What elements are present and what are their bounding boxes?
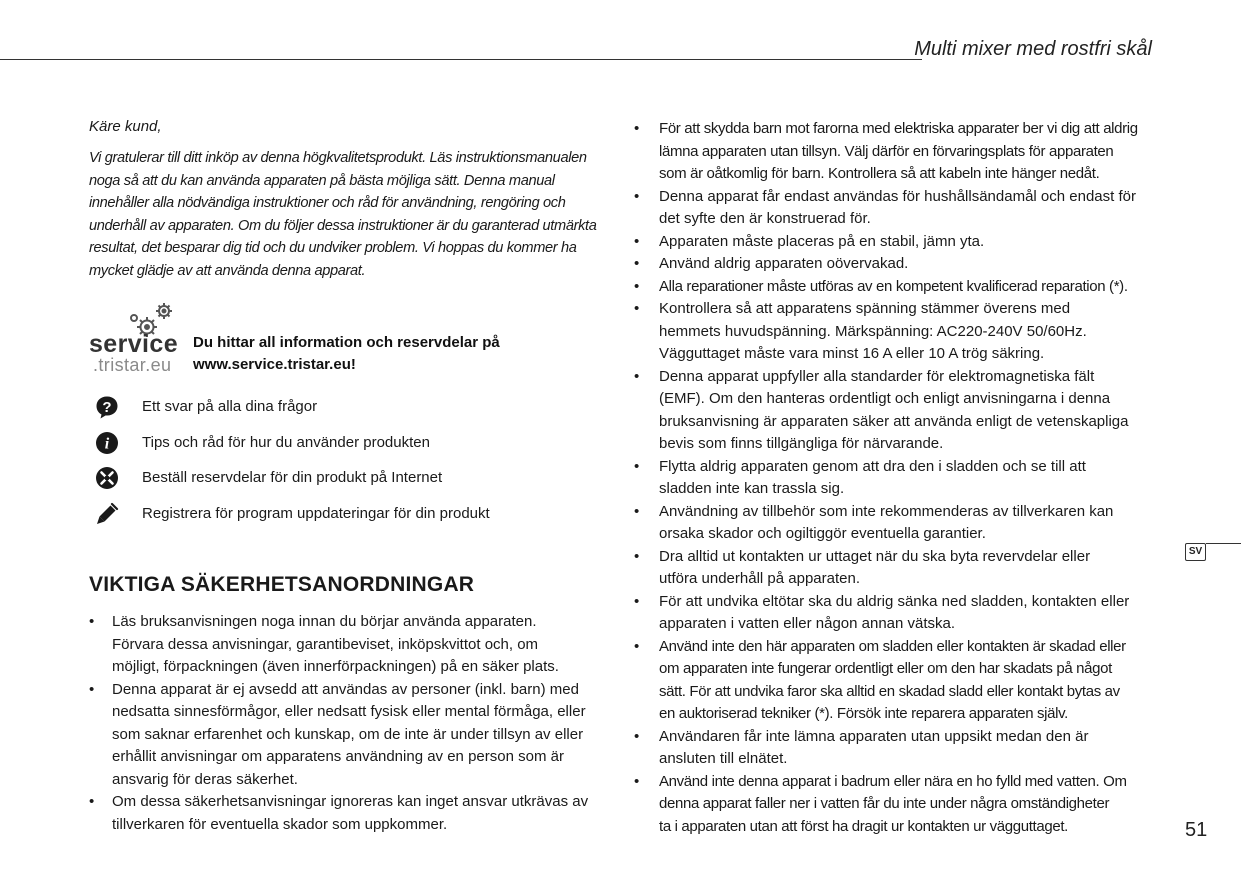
document-title: Multi mixer med rostfri skål [914, 38, 1152, 60]
list-line: denna apparat faller ner i vatten får du inte under några omständigheter [659, 795, 1110, 812]
list-line: Dra alltid ut kontakten ur uttaget när du ska byta revervdelar eller [659, 547, 1091, 565]
feature-label: Ett svar på alla dina frågor [142, 398, 318, 415]
list-line: Förvara dessa anvisningar, garantibeviset, inköpskvittot och, om [112, 635, 539, 653]
intro-line: innehåller alla nödvändiga instruktioner och råd för användning, rengöring och [89, 195, 566, 211]
list-line: ta i apparaten utan att först ha dragit ur kontakten ur vägguttaget. [659, 817, 1068, 835]
intro-line: resultat, det besparar dig tid och du undviker problem. Vi hoppas du kommer ha [89, 240, 577, 256]
list-item [634, 501, 1158, 546]
list-line: bruksanvisning är apparaten säker att använda enligt de vetenskapliga [659, 412, 1129, 430]
list-line: Användaren får inte lämna apparaten utan uppsikt medan den är [659, 727, 1089, 745]
pen-icon [95, 502, 119, 526]
intro-line: noga så att du kan använda apparaten på bästa möjliga sätt. Denna manual [89, 172, 555, 189]
list-line: utföra underhåll på apparaten. [659, 570, 860, 587]
service-tristar-logo [89, 300, 189, 376]
list-line: Apparaten måste placeras på en stabil, jämn yta. [659, 232, 985, 250]
list-line: För att undvika eltötar ska du aldrig sänka ned sladden, kontakten eller [659, 592, 1130, 610]
list-line: Flytta aldrig apparaten genom att dra den i sladden och se till att [659, 457, 1086, 475]
list-item [634, 591, 1158, 636]
feature-item [89, 429, 609, 465]
list-line: Läs bruksanvisningen noga innan du börjar använda apparaten. [112, 613, 537, 630]
list-item [634, 636, 1158, 726]
list-line: tillverkaren för eventuella skador som uppkommer. [112, 815, 448, 833]
list-item [634, 298, 1158, 366]
feature-label: Registrera för program uppdateringar för din produkt [142, 504, 490, 522]
list-line: sätt. För att undvika faror ska alltid en skadad sladd eller kontakt bytas av [659, 682, 1120, 700]
list-item [89, 679, 613, 792]
list-item [634, 456, 1158, 501]
list-line: Vägguttaget måste vara minst 16 A eller 10 A trög säkring. [659, 345, 1045, 362]
list-line: som är oåtkomlig för barn. Kontrollera så att kabeln inte hänger nedåt. [659, 165, 1100, 182]
logo-word: service [89, 330, 178, 358]
service-info [193, 332, 500, 376]
page-number: 51 [1185, 819, 1208, 841]
list-line: Användning av tillbehör som inte rekommenderas av tillverkaren kan [659, 502, 1114, 520]
list-line: Använd inte denna apparat i badrum eller nära en ho fylld med vatten. Om [659, 772, 1127, 790]
list-line: Använd inte den här apparaten om sladden eller kontakten är skadad eller [659, 637, 1126, 655]
tools-icon [95, 466, 119, 490]
list-line: möjligt, förpackningen (även innerförpackningen) på en säker plats. [112, 658, 559, 675]
intro-line: Vi gratulerar till ditt inköp av denna högkvalitetsprodukt. Läs instruktionsmanualen [89, 150, 587, 166]
list-line: hemmets huvudspänning. Märkspänning: AC220-240V 50/60Hz. [659, 322, 1087, 340]
question-icon [95, 395, 119, 419]
header-rule [0, 59, 922, 60]
greeting: Käre kund, [89, 118, 162, 135]
svg-text:?: ? [102, 398, 112, 416]
list-line: nedsatta sinnesförmågor, eller nedsatt fysisk eller mental förmåga, eller [112, 703, 586, 720]
language-tab: SV [1185, 543, 1206, 561]
list-item [634, 186, 1158, 231]
list-line: apparaten i vatten eller någon annan vätska. [659, 615, 956, 632]
list-line: Kontrollera så att apparatens spänning stämmer överens med [659, 300, 1071, 317]
logo-domain: .tristar.eu [93, 355, 172, 375]
list-line: ansluten till elnätet. [659, 750, 788, 767]
list-item [634, 546, 1158, 591]
feature-item [89, 500, 609, 536]
list-line: Alla reparationer måste utföras av en kompetent kvalificerad reparation (*). [659, 277, 1128, 295]
list-item [89, 791, 613, 836]
intro-line: mycket glädje av att använda denna apparat. [89, 262, 366, 279]
feature-label: Tips och råd för hur du använder produkten [142, 433, 430, 451]
list-line: För att skydda barn mot farorna med elektriska apparater ber vi dig att aldrig [659, 120, 1138, 137]
feature-label: Beställ reservdelar för din produkt på Internet [142, 469, 443, 486]
safety-list-right [634, 118, 1158, 838]
list-item [89, 611, 613, 679]
feature-item [89, 393, 609, 429]
list-item [634, 726, 1158, 771]
safety-list-left [89, 611, 613, 836]
language-tab-rule [1206, 543, 1241, 544]
service-url: www.service.tristar.eu! [193, 356, 356, 373]
intro-paragraph [89, 147, 609, 282]
list-line: (EMF). Om den hanteras ordentligt och enligt anvisningarna i denna [659, 390, 1111, 407]
list-line: Denna apparat är ej avsedd att användas av personer (inkl. barn) med [112, 680, 579, 698]
list-line: ansvarig för deras säkerhet. [112, 770, 298, 788]
list-line: orsaka skador och ogiltiggör eventuella garantier. [659, 525, 986, 542]
feature-item [89, 464, 609, 500]
list-item [634, 231, 1158, 254]
info-icon [95, 431, 119, 455]
feature-list [89, 393, 609, 535]
list-line: som saknar erfarenhet och kunskap, om de inte är under tillsyn av eller [112, 725, 584, 743]
list-item [634, 366, 1158, 456]
list-line: det syfte den är konstruerad för. [659, 210, 871, 227]
list-item [634, 253, 1158, 276]
section-title: VIKTIGA SÄKERHETSANORDNINGAR [89, 573, 475, 596]
list-line: Använd aldrig apparaten oövervakad. [659, 255, 909, 272]
list-line: sladden inte kan trassla sig. [659, 480, 845, 497]
list-item [634, 276, 1158, 299]
list-item [634, 118, 1158, 186]
intro-line: underhåll av apparaten. Om du följer dessa instruktioner är du garanterad utmärkta [89, 217, 597, 234]
intro-section [89, 118, 609, 282]
list-line: en auktoriserad tekniker (*). Försök inte reparera apparaten själv. [659, 705, 1068, 722]
list-line: om apparaten inte fungerar ordentligt eller om den har skadats på något [659, 660, 1112, 677]
list-item [634, 771, 1158, 839]
list-line: Om dessa säkerhetsanvisningar ignoreras kan inget ansvar utkrävas av [112, 793, 589, 810]
svg-text:i: i [104, 435, 110, 452]
list-line: bevis som finns tillgängliga för närvarande. [659, 435, 944, 452]
list-line: lämna apparaten utan tillsyn. Välj därför en förvaringsplats för apparaten [659, 142, 1114, 160]
list-line: Denna apparat uppfyller alla standarder för elektromagnetiska fält [659, 367, 1095, 385]
service-info-text: Du hittar all information och reservdelar på [193, 334, 500, 351]
list-line: Denna apparat får endast användas för hushållsändamål och endast för [659, 187, 1136, 205]
list-line: erhållit anvisningar om apparatens användning av en person som är [112, 748, 564, 765]
service-block [89, 300, 609, 380]
